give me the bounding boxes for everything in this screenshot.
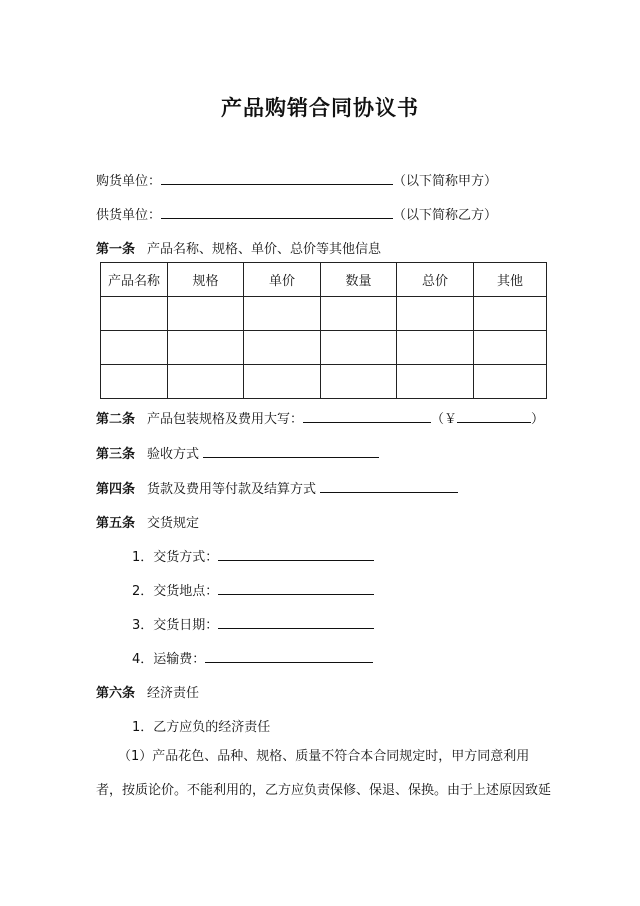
table-cell[interactable]	[244, 297, 321, 331]
delivery-location-blank[interactable]	[218, 582, 374, 595]
buyer-suffix: （以下简称甲方）	[393, 174, 498, 189]
product-table	[100, 262, 547, 399]
table-cell[interactable]	[244, 331, 321, 365]
article-5-item	[132, 614, 374, 633]
table-cell[interactable]	[397, 331, 474, 365]
article-5	[96, 512, 199, 531]
article-1-text: 产品名称、规格、单价、总价等其他信息	[147, 242, 382, 257]
buyer-label: 购货单位：	[96, 174, 162, 189]
article-2-amount-blank[interactable]	[303, 410, 431, 423]
supplier-line	[96, 204, 497, 223]
article-6-number: 第六条	[96, 686, 136, 701]
table-row	[101, 297, 547, 331]
article-6-paragraph-line-1: （1）产品花色、品种、规格、质量不符合本合同规定时，甲方同意利用	[118, 749, 530, 764]
article-5-item	[132, 546, 374, 565]
table-cell[interactable]	[397, 365, 474, 399]
table-header: 单价	[244, 263, 321, 297]
table-row	[101, 331, 547, 365]
article-5-item	[132, 648, 373, 667]
article-1	[96, 238, 381, 257]
delivery-method-blank[interactable]	[218, 548, 374, 561]
article-5-item-label: 4．运输费：	[132, 652, 206, 667]
buyer-line	[96, 170, 497, 189]
article-5-item-label: 2．交货地点：	[132, 584, 219, 599]
table-cell[interactable]	[321, 331, 397, 365]
table-cell[interactable]	[244, 365, 321, 399]
article-3	[96, 443, 379, 462]
buyer-blank[interactable]	[161, 172, 393, 185]
article-5-item-label: 1．交货方式：	[132, 550, 219, 565]
article-4-text: 货款及费用等付款及结算方式	[147, 482, 317, 497]
table-cell[interactable]	[474, 297, 547, 331]
article-3-number: 第三条	[96, 447, 136, 462]
supplier-blank[interactable]	[161, 206, 393, 219]
article-5-number: 第五条	[96, 516, 136, 531]
article-5-item-label: 3．交货日期：	[132, 618, 219, 633]
shipping-fee-blank[interactable]	[205, 650, 373, 663]
table-cell[interactable]	[168, 365, 244, 399]
table-cell[interactable]	[168, 331, 244, 365]
table-cell[interactable]	[101, 365, 168, 399]
table-header: 规格	[168, 263, 244, 297]
article-6	[96, 682, 199, 701]
table-header: 其他	[474, 263, 547, 297]
table-header: 总价	[397, 263, 474, 297]
article-3-blank[interactable]	[203, 445, 379, 458]
article-4-number: 第四条	[96, 482, 136, 497]
table-cell[interactable]	[168, 297, 244, 331]
document-title: 产品购销合同协议书	[221, 96, 419, 120]
supplier-label: 供货单位：	[96, 208, 162, 223]
article-2-end: ）	[531, 412, 545, 427]
table-header: 产品名称	[101, 263, 168, 297]
table-header: 数量	[321, 263, 397, 297]
table-cell[interactable]	[321, 365, 397, 399]
article-6-sub-1: 1．乙方应负的经济责任	[132, 720, 271, 735]
delivery-date-blank[interactable]	[218, 616, 374, 629]
table-cell[interactable]	[101, 331, 168, 365]
product-table-wrapper	[100, 262, 546, 399]
article-5-item	[132, 580, 374, 599]
table-cell[interactable]	[474, 331, 547, 365]
table-cell[interactable]	[101, 297, 168, 331]
article-4-blank[interactable]	[320, 480, 458, 493]
table-cell[interactable]	[321, 297, 397, 331]
article-3-text: 验收方式	[147, 447, 200, 462]
article-2-number: 第二条	[96, 412, 136, 427]
table-header-row	[101, 263, 547, 297]
article-2	[96, 408, 544, 427]
article-2-mid: （￥	[431, 412, 458, 427]
article-2-text: 产品包装规格及费用大写：	[147, 412, 304, 427]
table-cell[interactable]	[397, 297, 474, 331]
article-2-figure-blank[interactable]	[457, 410, 531, 423]
article-5-text: 交货规定	[147, 516, 200, 531]
supplier-suffix: （以下简称乙方）	[393, 208, 498, 223]
article-4	[96, 478, 458, 497]
table-row	[101, 365, 547, 399]
article-6-paragraph-line-2: 者，按质论价。不能利用的，乙方应负责保修、保退、保换。由于上述原因致延	[96, 783, 552, 798]
article-6-text: 经济责任	[147, 686, 200, 701]
table-cell[interactable]	[474, 365, 547, 399]
article-1-number: 第一条	[96, 242, 136, 257]
